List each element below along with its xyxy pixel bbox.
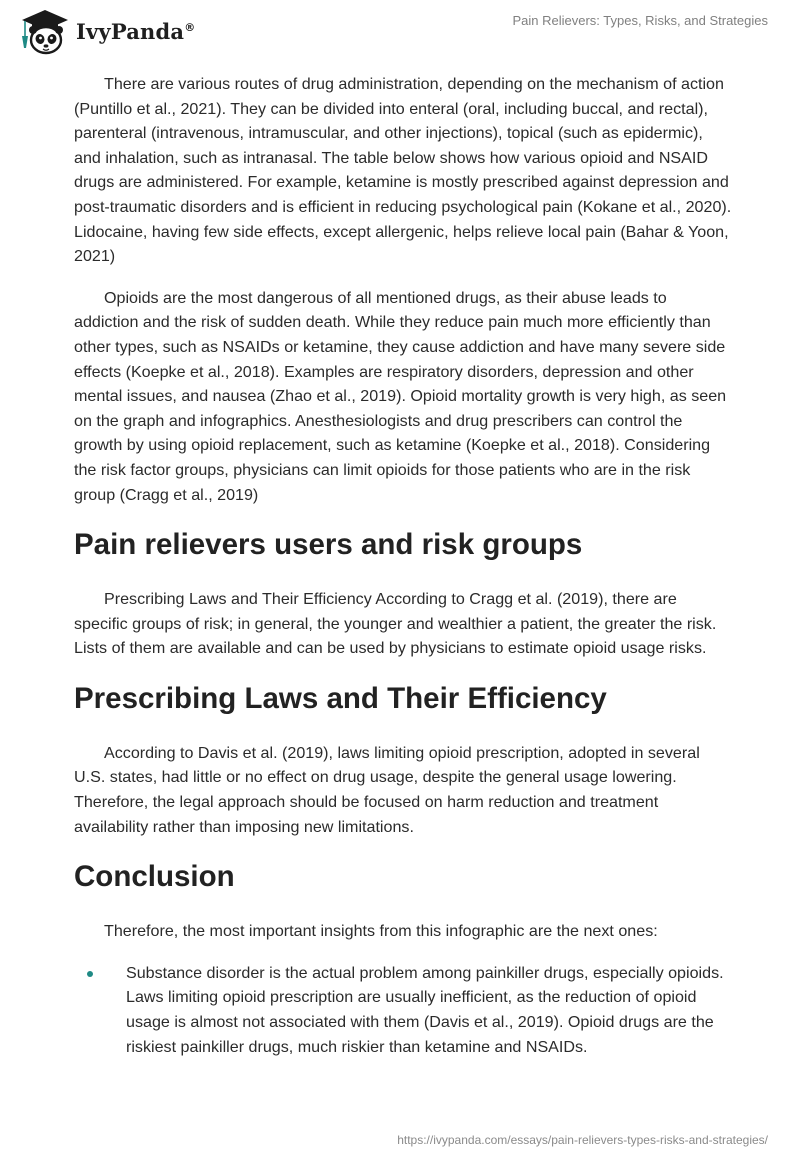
logo-text: [76, 19, 195, 44]
section-heading: Prescribing Laws and Their Efficiency: [74, 681, 607, 715]
logo-wordmark: IvyPanda: [76, 18, 185, 44]
list-item: [74, 961, 734, 1059]
insights-list: [74, 961, 734, 1059]
paragraph: Prescribing Laws and Their Efficiency According to Cragg et al. (2019), there are specific groups of risk; in general, the younger and wealthier a patient, the greater the risk. Lists of them are available and can be used by physicians to estimate opioid usage risks.: [74, 590, 717, 658]
paragraph: Therefore, the most important insights from this infographic are the next ones:: [104, 922, 658, 941]
source-url[interactable]: https://ivypanda.com/essays/pain-relievers-types-risks-and-strategies/: [397, 1133, 768, 1147]
document-title: Pain Relievers: Types, Risks, and Strategies: [512, 13, 768, 28]
page-header: [0, 0, 800, 70]
panda-graduate-icon: [15, 6, 73, 56]
essay-body: [74, 72, 734, 1059]
paragraph: According to Davis et al. (2019), laws limiting opioid prescription, adopted in several U.S. states, had little or no effect on drug usage, despite the general usage lowering. Therefore, the legal approach should be focused on harm reduction and treatment availability rather than imposing new limitations.: [74, 743, 700, 836]
registered-mark: ®: [184, 20, 196, 34]
section-heading: Conclusion: [74, 860, 235, 894]
bullet-icon: [87, 971, 93, 977]
list-item-text: Substance disorder is the actual problem among painkiller drugs, especially opioids. Laws limiting opioid prescription are usually inefficient, as the reduction of opioid usage is almost not associated with them (Davis et al., 2019). Opioid drugs are the riskiest painkiller drugs, much riskier than ketamine and NSAIDs.: [126, 963, 724, 1056]
section-heading: Pain relievers users and risk groups: [74, 528, 583, 562]
paragraph: There are various routes of drug administration, depending on the mechanism of action (Puntillo et al., 2021). They can be divided into enteral (oral, including buccal, and rectal), parenteral (intravenous, intramuscular, and other injections), topical (such as epidermic), and inhalation, such as intranasal. The table below shows how various opioid and NSAID drugs are administered. For example, ketamine is mostly prescribed against depression and post-traumatic disorders and is efficient in reducing psychological pain (Kokane et al., 2020). Lidocaine, having few side effects, except allergenic, helps relieve local pain (Bahar & Yoon, 2021): [74, 75, 732, 266]
paragraph: Opioids are the most dangerous of all mentioned drugs, as their abuse leads to addiction and the risk of sudden death. While they reduce pain much more efficiently than other types, such as NSAIDs or ketamine, they cause addiction and have many severe side effects (Koepke et al., 2018). Examples are respiratory disorders, depression and other mental issues, and nausea (Zhao et al., 2019). Opioid mortality growth is very high, as seen on the graph and infographics. Anesthesiologists and drug prescribers can control the growth by using opioid replacement, such as ketamine (Koepke et al., 2018). Considering the risk factor groups, physicians can limit opioids for those patients who are in the risk group (Cragg et al., 2019): [74, 288, 727, 504]
site-logo[interactable]: [15, 6, 195, 56]
